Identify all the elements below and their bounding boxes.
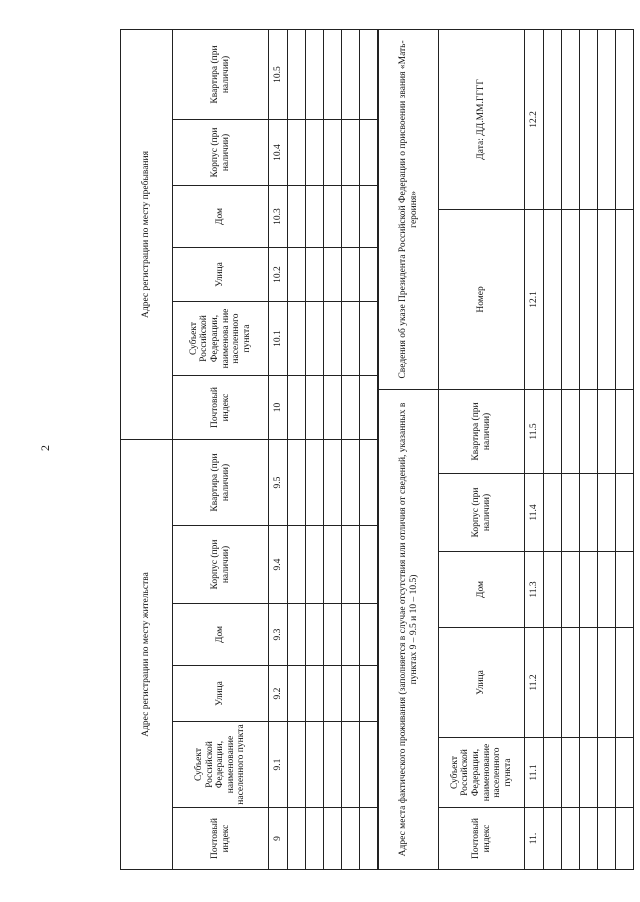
input-cell[interactable] — [324, 440, 342, 526]
table-row — [580, 29, 598, 869]
input-cell[interactable] — [562, 474, 580, 552]
input-cell[interactable] — [544, 474, 562, 552]
input-cell[interactable] — [288, 604, 306, 666]
input-cell[interactable] — [324, 120, 342, 186]
column-header: Дом — [173, 604, 269, 666]
input-cell[interactable] — [616, 389, 634, 473]
group-header-actual-residence: Адрес места фактического проживания (заполняется в случае отсутствия или отличия от сведений, указанных в пунктах 9 – 9.5 и 10 – 10.5) — [379, 389, 439, 869]
input-cell[interactable] — [360, 526, 378, 604]
field-number: 9.5 — [269, 440, 288, 526]
input-cell[interactable] — [616, 808, 634, 870]
field-number: 10.2 — [269, 248, 288, 302]
table-row — [306, 30, 324, 870]
input-cell[interactable] — [324, 722, 342, 808]
table-row — [562, 29, 580, 869]
input-cell[interactable] — [288, 376, 306, 440]
input-cell[interactable] — [288, 248, 306, 302]
column-header: Дом — [173, 186, 269, 248]
column-header: Дата: ДД.ММ.ГГГГ — [439, 29, 525, 209]
input-cell[interactable] — [598, 389, 616, 473]
actual-residence-table — [378, 29, 634, 870]
input-cell[interactable] — [288, 440, 306, 526]
table-row — [544, 29, 562, 869]
input-cell[interactable] — [324, 376, 342, 440]
column-header: Почтовый индекс — [439, 808, 525, 870]
field-number: 9.4 — [269, 526, 288, 604]
column-header: Корпус (при наличии) — [173, 526, 269, 604]
input-cell[interactable] — [306, 604, 324, 666]
column-header: Почтовый индекс — [173, 808, 269, 870]
input-cell[interactable] — [306, 120, 324, 186]
input-cell[interactable] — [580, 474, 598, 552]
field-number: 11.1 — [525, 738, 544, 808]
input-cell[interactable] — [306, 808, 324, 870]
field-number: 9 — [269, 808, 288, 870]
field-number: 11.3 — [525, 552, 544, 628]
input-cell[interactable] — [360, 120, 378, 186]
input-cell[interactable] — [342, 604, 360, 666]
column-header: Улица — [173, 666, 269, 722]
input-cell[interactable] — [360, 722, 378, 808]
input-cell[interactable] — [360, 302, 378, 376]
page-number: 2 — [38, 445, 52, 451]
input-cell[interactable] — [598, 474, 616, 552]
group-header-decree: Сведения об указе Президента Российской Федерации о присвоении звания «Мать-героиня» — [379, 29, 439, 389]
input-cell[interactable] — [598, 29, 616, 209]
column-header: Улица — [439, 628, 525, 738]
input-cell[interactable] — [562, 808, 580, 870]
input-cell[interactable] — [562, 389, 580, 473]
input-cell[interactable] — [324, 302, 342, 376]
input-cell[interactable] — [306, 526, 324, 604]
input-cell[interactable] — [288, 722, 306, 808]
input-cell[interactable] — [360, 666, 378, 722]
input-cell[interactable] — [580, 29, 598, 209]
column-header: Корпус (при наличии) — [439, 474, 525, 552]
input-cell[interactable] — [360, 186, 378, 248]
input-cell[interactable] — [616, 552, 634, 628]
input-cell[interactable] — [342, 526, 360, 604]
field-number: 10.3 — [269, 186, 288, 248]
column-header: Дом — [439, 552, 525, 628]
input-cell[interactable] — [598, 808, 616, 870]
input-cell[interactable] — [360, 30, 378, 120]
field-number: 11.2 — [525, 628, 544, 738]
input-cell[interactable] — [580, 552, 598, 628]
column-header: Квартира (при наличии) — [439, 389, 525, 473]
input-cell[interactable] — [324, 526, 342, 604]
input-cell[interactable] — [342, 666, 360, 722]
input-cell[interactable] — [562, 628, 580, 738]
input-cell[interactable] — [288, 30, 306, 120]
input-cell[interactable] — [288, 186, 306, 248]
input-cell[interactable] — [544, 628, 562, 738]
input-cell[interactable] — [544, 808, 562, 870]
input-cell[interactable] — [306, 248, 324, 302]
input-cell[interactable] — [342, 440, 360, 526]
field-number: 12.2 — [525, 29, 544, 209]
input-cell[interactable] — [360, 808, 378, 870]
input-cell[interactable] — [306, 376, 324, 440]
input-cell[interactable] — [562, 29, 580, 209]
input-cell[interactable] — [544, 552, 562, 628]
input-cell[interactable] — [598, 209, 616, 389]
input-cell[interactable] — [324, 604, 342, 666]
group-header-residence: Адрес регистрации по месту жительства — [121, 440, 173, 870]
input-cell[interactable] — [306, 302, 324, 376]
input-cell[interactable] — [562, 209, 580, 389]
input-cell[interactable] — [288, 808, 306, 870]
column-header: Квартира (при наличии) — [173, 440, 269, 526]
residence-registration-table — [120, 29, 378, 870]
input-cell[interactable] — [616, 738, 634, 808]
input-cell[interactable] — [342, 186, 360, 248]
column-header: Субъект Российской Федерации, наименование населенного пункта — [173, 722, 269, 808]
column-header: Квартира (при наличии) — [173, 30, 269, 120]
column-header: Улица — [173, 248, 269, 302]
input-cell[interactable] — [306, 30, 324, 120]
field-number: 11.4 — [525, 474, 544, 552]
input-cell[interactable] — [360, 440, 378, 526]
input-cell[interactable] — [616, 474, 634, 552]
input-cell[interactable] — [288, 120, 306, 186]
input-cell[interactable] — [342, 248, 360, 302]
input-cell[interactable] — [288, 302, 306, 376]
input-cell[interactable] — [306, 666, 324, 722]
input-cell[interactable] — [324, 248, 342, 302]
table-row — [360, 30, 378, 870]
input-cell[interactable] — [342, 120, 360, 186]
rotated-content — [120, 30, 640, 870]
input-cell[interactable] — [616, 29, 634, 209]
table-row — [598, 29, 616, 869]
input-cell[interactable] — [580, 628, 598, 738]
table-row — [342, 30, 360, 870]
input-cell[interactable] — [580, 209, 598, 389]
field-number: 10.5 — [269, 30, 288, 120]
column-header: Корпус (при наличии) — [173, 120, 269, 186]
field-number: 11.5 — [525, 389, 544, 473]
field-number: 12.1 — [525, 209, 544, 389]
input-cell[interactable] — [580, 389, 598, 473]
column-header: Номер — [439, 209, 525, 389]
field-number: 11. — [525, 808, 544, 870]
column-header: Субъект Российской Федерации, наименование населенного пункта — [439, 738, 525, 808]
input-cell[interactable] — [306, 440, 324, 526]
input-cell[interactable] — [342, 808, 360, 870]
input-cell[interactable] — [324, 30, 342, 120]
input-cell[interactable] — [580, 738, 598, 808]
table-row — [324, 30, 342, 870]
input-cell[interactable] — [598, 628, 616, 738]
input-cell[interactable] — [360, 376, 378, 440]
input-cell[interactable] — [562, 552, 580, 628]
input-cell[interactable] — [306, 722, 324, 808]
column-header: Почтовый индекс — [173, 376, 269, 440]
input-cell[interactable] — [324, 808, 342, 870]
input-cell[interactable] — [544, 389, 562, 473]
input-cell[interactable] — [598, 552, 616, 628]
input-cell[interactable] — [598, 738, 616, 808]
input-cell[interactable] — [288, 666, 306, 722]
input-cell[interactable] — [360, 604, 378, 666]
input-cell[interactable] — [324, 666, 342, 722]
input-cell[interactable] — [580, 808, 598, 870]
table-row — [616, 29, 634, 869]
field-number: 9.1 — [269, 722, 288, 808]
input-cell[interactable] — [288, 526, 306, 604]
table-row — [288, 30, 306, 870]
input-cell[interactable] — [562, 738, 580, 808]
field-number: 10.1 — [269, 302, 288, 376]
input-cell[interactable] — [544, 29, 562, 209]
input-cell[interactable] — [342, 376, 360, 440]
input-cell[interactable] — [544, 209, 562, 389]
group-header-stay: Адрес регистрации по месту пребывания — [121, 30, 173, 440]
input-cell[interactable] — [360, 248, 378, 302]
field-number: 10 — [269, 376, 288, 440]
input-cell[interactable] — [616, 628, 634, 738]
input-cell[interactable] — [342, 30, 360, 120]
input-cell[interactable] — [616, 209, 634, 389]
input-cell[interactable] — [306, 186, 324, 248]
input-cell[interactable] — [544, 738, 562, 808]
column-header: Субъект Российской Федерации, наименова ние населенного пункта — [173, 302, 269, 376]
input-cell[interactable] — [324, 186, 342, 248]
field-number: 9.3 — [269, 604, 288, 666]
input-cell[interactable] — [342, 302, 360, 376]
input-cell[interactable] — [342, 722, 360, 808]
field-number: 10.4 — [269, 120, 288, 186]
field-number: 9.2 — [269, 666, 288, 722]
